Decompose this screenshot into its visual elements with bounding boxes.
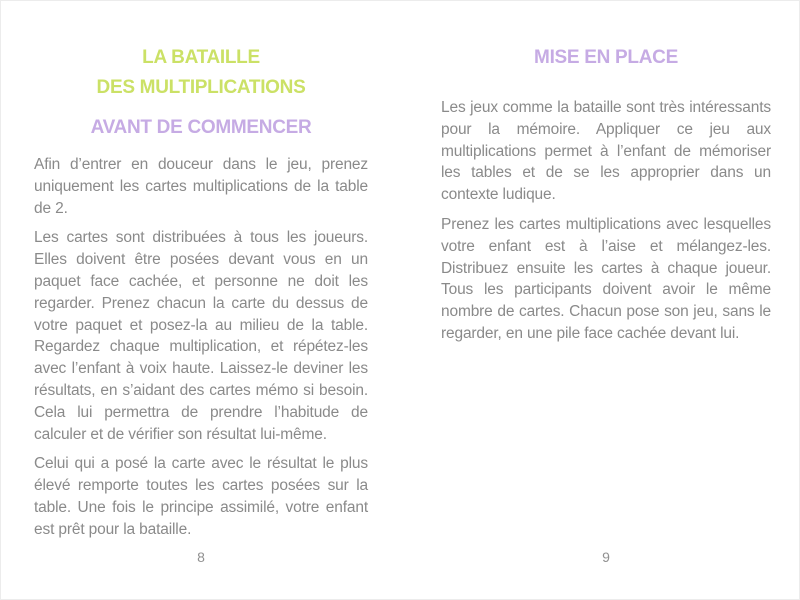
page-number-right: 9 — [602, 549, 610, 565]
paragraph: Afin d’entrer en douceur dans le jeu, prenez uniquement les cartes multiplications de la table de 2. — [34, 156, 368, 217]
left-page-body — [34, 154, 368, 541]
section-title-avant-de-commencer: AVANT DE COMMENCER — [90, 117, 312, 138]
page-left — [34, 1, 368, 600]
page-number-left: 8 — [197, 549, 205, 565]
paragraph: Celui qui a posé la carte avec le résultat le plus élevé remporte toutes les cartes posées sur la table. Une fois le principe assimilé, votre enfant est prêt pour la bataille. — [34, 455, 368, 538]
book-title-line1: LA BATAILLE — [142, 47, 260, 68]
paragraph: Les cartes sont distribuées à tous les joueurs. Elles doivent être posées devant vous en un paquet face cachée, et personne ne doit les regarder. Prenez chacun la carte du dessus de votre paquet et posez-la au milieu de la table. Regardez chaque multiplication, et répétez-les avec l’enfant à voix haute. Laissez-le deviner les résultats, en s’aidant des cartes mémo si besoin. Cela lui permettra de prendre l’habitude de calculer et de vérifier son résultat lui-même. — [34, 229, 368, 443]
section-title-mise-en-place: MISE EN PLACE — [534, 47, 678, 68]
right-page-body — [441, 97, 771, 345]
book-title-line2: DES MULTIPLICATIONS — [96, 77, 306, 98]
paragraph: Les jeux comme la bataille sont très intéressants pour la mémoire. Appliquer ce jeu aux multiplications permet à l’enfant de mémoriser les tables et de se les approprier dans un contexte ludique. — [441, 99, 771, 204]
paragraph: Prenez les cartes multiplications avec lesquelles votre enfant est à l’aise et mélangez-les. Distribuez ensuite les cartes à chaque joueur. Tous les participants doivent avoir le même nombre de cartes. Chacun pose son jeu, sans le regarder, en une pile face cachée devant lui. — [441, 215, 771, 342]
book-title — [34, 43, 368, 103]
page-right — [441, 1, 771, 600]
